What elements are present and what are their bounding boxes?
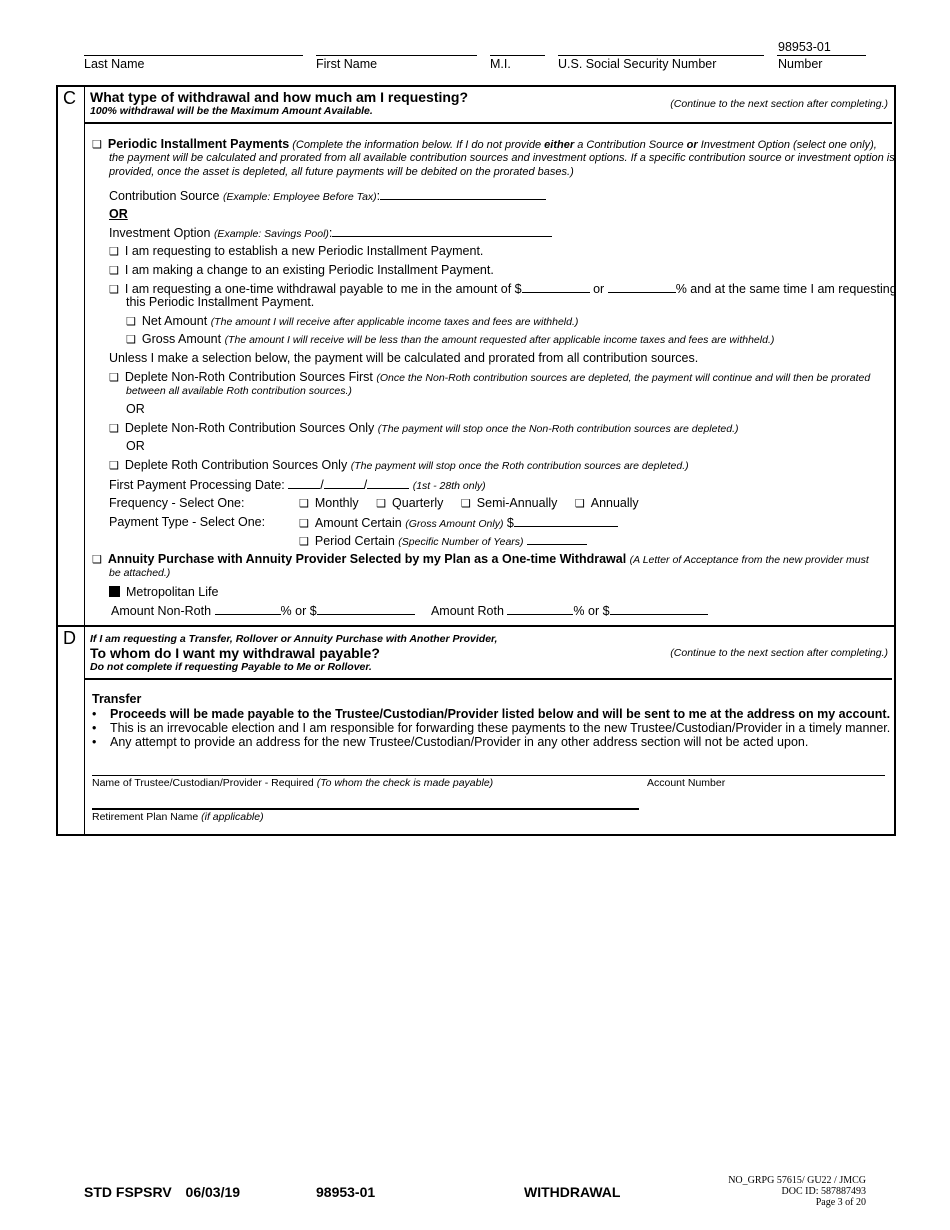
period-certain-note: (Specific Number of Years) <box>398 536 524 548</box>
opt-change-row <box>109 263 494 277</box>
section-c-subtitle: 100% withdrawal will be the Maximum Amount Available. <box>90 105 373 117</box>
footer-date: 06/03/19 <box>185 1184 241 1200</box>
or-label: OR <box>109 207 128 221</box>
amount-nonroth-pct-or: % or $ <box>280 604 317 618</box>
opt-onetime-b: % and at the same time I am requesting <box>675 282 897 296</box>
footer-std <box>84 1184 240 1200</box>
amount-roth-pct-or: % or $ <box>573 604 610 618</box>
freq-monthly-checkbox[interactable]: ❑ <box>299 498 309 510</box>
pip-row <box>92 137 877 151</box>
opt-onetime-a: I am requesting a one-time withdrawal payable to me in the amount of $ <box>124 282 522 296</box>
deplete-nonroth-first-row <box>109 370 870 384</box>
plan-name-row <box>92 811 264 823</box>
deplete-roth-only-checkbox[interactable]: ❑ <box>109 460 119 472</box>
deplete-nonroth-only-note: (The payment will stop once the Non-Roth contribution sources are depleted.) <box>377 423 739 435</box>
section-d-header-rule <box>85 678 892 680</box>
number-label: Number <box>778 57 823 71</box>
pip-title: Periodic Installment Payments <box>107 137 290 151</box>
deplete-roth-only-row <box>109 458 689 472</box>
bullet-2-text: This is an irrevocable election and I am responsible for forwarding these payments to the new Trustee/Custodian/Provider in a timely manner. <box>110 721 891 735</box>
ssn-label: U.S. Social Security Number <box>558 57 717 71</box>
amount-certain-checkbox[interactable]: ❑ <box>299 518 309 530</box>
amount-certain-row <box>299 515 618 530</box>
section-c-continue-note: (Continue to the next section after completing.) <box>670 98 888 110</box>
pip-desc-either: either <box>544 139 575 151</box>
pip-checkbox[interactable]: ❑ <box>92 139 102 151</box>
period-certain-field[interactable] <box>527 533 587 545</box>
mi-label: M.I. <box>490 57 511 71</box>
opt-onetime-checkbox[interactable]: ❑ <box>109 284 119 296</box>
footer-type: WITHDRAWAL <box>524 1184 621 1200</box>
amounts-row <box>111 603 708 618</box>
freq-annually-checkbox[interactable]: ❑ <box>574 498 585 510</box>
deplete-nonroth-only-label: Deplete Non-Roth Contribution Sources Only <box>124 421 375 435</box>
amount-certain-dollar: $ <box>506 516 514 530</box>
last-name-line[interactable] <box>84 55 303 56</box>
section-c-letter: C <box>63 88 76 108</box>
freq-semi-label: Semi-Annually <box>476 496 558 510</box>
number-line <box>777 55 866 56</box>
footer-form: 98953-01 <box>316 1184 376 1200</box>
section-d-letter-divider <box>84 627 85 834</box>
amount-nonroth-label: Amount Non-Roth <box>111 604 212 618</box>
ssn-line[interactable] <box>558 55 764 56</box>
bullet-1 <box>92 707 890 721</box>
plan-name-note: (if applicable) <box>201 811 264 823</box>
frequency-label: Frequency - Select One: <box>109 496 245 510</box>
first-payment-month[interactable] <box>288 477 320 489</box>
amount-certain-note: (Gross Amount Only) <box>405 518 504 530</box>
opt-new-label: I am requesting to establish a new Periodic Installment Payment. <box>124 244 484 258</box>
gross-amount-label: Gross Amount <box>141 332 222 346</box>
bullet-3-text: Any attempt to provide an address for the new Trustee/Custodian/Provider in any other address section will not be acted upon. <box>110 735 809 749</box>
first-payment-row: First Payment Processing Date: / / (1st - 28th only) <box>109 478 486 492</box>
bullet-3 <box>92 735 808 749</box>
gross-amount-note: (The amount I will receive will be less than the amount requested after applicable income taxes and fees are withheld.) <box>224 334 775 346</box>
pip-desc-1: (Complete the information below. If I do not provide <box>292 139 545 151</box>
bullet-1-dot: • <box>92 707 97 721</box>
investment-option-label: Investment Option <box>109 226 211 240</box>
metlife-label: Metropolitan Life <box>126 585 219 599</box>
freq-monthly-label: Monthly <box>314 496 359 510</box>
annuity-note: (A Letter of Acceptance from the new provider must <box>629 554 869 566</box>
gross-amount-row <box>126 332 774 346</box>
deplete-nonroth-first-note2: between all available Roth contribution sources.) <box>126 385 352 397</box>
pip-desc-or: or <box>686 139 698 151</box>
first-payment-year[interactable] <box>367 477 409 489</box>
section-d-letter: D <box>63 628 76 648</box>
gross-amount-checkbox[interactable]: ❑ <box>126 334 136 346</box>
deplete-nonroth-first-label: Deplete Non-Roth Contribution Sources First <box>124 370 373 384</box>
opt-new-checkbox[interactable]: ❑ <box>109 246 119 258</box>
section-d-title: To whom do I want my withdrawal payable? <box>90 645 380 661</box>
footer-std-code: STD FSPSRV <box>84 1184 172 1200</box>
pip-desc-line2: the payment will be calculated and prorated from all available contribution sources and investment options. If a specific contribution source or investment option is <box>109 152 895 164</box>
plan-name-label: Retirement Plan Name <box>92 811 199 823</box>
plan-name-line[interactable] <box>92 808 639 810</box>
transfer-heading: Transfer <box>92 692 142 706</box>
footer-right-block <box>728 1175 866 1208</box>
amount-certain-label: Amount Certain <box>314 516 402 530</box>
section-c-header-rule <box>85 122 892 124</box>
investment-option-example: (Example: Savings Pool) <box>213 228 329 240</box>
contribution-source-example: (Example: Employee Before Tax) <box>222 191 377 203</box>
amount-certain-field[interactable] <box>514 515 618 527</box>
net-amount-checkbox[interactable]: ❑ <box>126 316 136 328</box>
section-d-sub-title: Do not complete if requesting Payable to Me or Rollover. <box>90 661 372 673</box>
or-plain-2: OR <box>126 439 145 453</box>
opt-onetime-row <box>109 281 897 296</box>
bullet-1-text: Proceeds will be made payable to the Trustee/Custodian/Provider listed below and will be sent to me at the address on my account. <box>110 707 891 721</box>
last-name-label: Last Name <box>84 57 145 71</box>
amount-roth-dollar-field[interactable] <box>610 603 708 615</box>
pip-desc-line3: provided, once the asset is depleted, all future payments will be debited on the prorated bases.) <box>109 166 574 178</box>
trustee-label: Name of Trustee/Custodian/Provider - Required <box>92 777 314 789</box>
account-number-label: Account Number <box>647 777 726 789</box>
section-c-title: What type of withdrawal and how much am I requesting? <box>90 89 469 105</box>
first-name-label: First Name <box>316 57 378 71</box>
opt-onetime-line2: this Periodic Installment Payment. <box>126 295 315 309</box>
footer-grpg: NO_GRPG 57615/ GU22 / JMCG <box>728 1175 866 1186</box>
period-certain-label: Period Certain <box>314 534 395 548</box>
first-payment-label: First Payment Processing Date: <box>109 478 285 492</box>
deplete-nonroth-first-checkbox[interactable]: ❑ <box>109 372 119 384</box>
annuity-checkbox[interactable]: ❑ <box>92 554 102 566</box>
period-certain-row <box>299 533 587 548</box>
trustee-label-row <box>92 777 493 789</box>
deplete-roth-only-label: Deplete Roth Contribution Sources Only <box>124 458 348 472</box>
payment-type-label: Payment Type - Select One: <box>109 515 266 529</box>
net-amount-label: Net Amount <box>141 314 208 328</box>
pip-desc-3: Investment Option (select one only), <box>697 139 877 151</box>
period-certain-checkbox[interactable]: ❑ <box>299 536 309 548</box>
freq-annually-label: Annually <box>590 496 639 510</box>
deplete-nonroth-only-row <box>109 421 739 435</box>
footer-doc-id: DOC ID: 587887493 <box>781 1186 866 1197</box>
opt-change-checkbox[interactable]: ❑ <box>109 265 119 277</box>
annuity-title: Annuity Purchase with Annuity Provider Selected by my Plan as a One-time Withdrawal <box>107 552 627 566</box>
mi-line[interactable] <box>490 55 545 56</box>
investment-option-field[interactable] <box>332 225 552 237</box>
footer-page: Page 3 of 20 <box>815 1197 866 1208</box>
annuity-row <box>92 552 869 566</box>
first-name-line[interactable] <box>316 55 477 56</box>
annuity-note2: be attached.) <box>109 567 171 579</box>
onetime-percent-field[interactable] <box>608 281 676 293</box>
first-payment-day[interactable] <box>324 477 364 489</box>
bullet-3-dot: • <box>92 735 97 749</box>
deplete-nonroth-only-checkbox[interactable]: ❑ <box>109 423 119 435</box>
opt-change-label: I am making a change to an existing Periodic Installment Payment. <box>124 263 494 277</box>
amount-roth-label: Amount Roth <box>430 604 504 618</box>
freq-quarterly-label: Quarterly <box>392 496 444 510</box>
section-d-continue-note: (Continue to the next section after completing.) <box>670 647 888 659</box>
amount-nonroth-pct-field[interactable] <box>215 603 281 615</box>
pip-desc-2: a Contribution Source <box>574 139 687 151</box>
deplete-roth-only-note: (The payment will stop once the Roth contribution sources are depleted.) <box>350 460 689 472</box>
onetime-amount-field[interactable] <box>522 281 590 293</box>
first-payment-note: (1st - 28th only) <box>412 480 486 492</box>
contribution-source-label: Contribution Source <box>109 189 220 203</box>
amount-nonroth-dollar-field[interactable] <box>317 603 415 615</box>
contribution-source-row: Contribution Source (Example: Employee Before Tax): <box>109 188 546 203</box>
bullet-2 <box>92 721 890 735</box>
form-number-value: 98953-01 <box>778 40 831 54</box>
bullet-2-dot: • <box>92 721 97 735</box>
trustee-name-line[interactable] <box>92 775 885 776</box>
amount-roth-pct-field[interactable] <box>507 603 573 615</box>
deplete-nonroth-first-note: (Once the Non-Roth contribution sources are depleted, the payment will continue and will then be prorated <box>376 372 871 384</box>
net-amount-note: (The amount I will receive after applicable income taxes and fees are withheld.) <box>210 316 579 328</box>
unless-text: Unless I make a selection below, the payment will be calculated and prorated from all contribution sources. <box>109 351 699 365</box>
section-c-letter-divider <box>84 85 85 627</box>
section-d-pre-title: If I am requesting a Transfer, Rollover or Annuity Purchase with Another Provider, <box>90 633 498 645</box>
frequency-options <box>299 496 639 510</box>
freq-quarterly-checkbox[interactable]: ❑ <box>376 498 387 510</box>
opt-onetime-or: or <box>593 282 605 296</box>
or-plain-1: OR <box>126 402 145 416</box>
metlife-row <box>109 585 218 599</box>
investment-option-row: Investment Option (Example: Savings Pool): <box>109 225 552 240</box>
trustee-note: (To whom the check is made payable) <box>316 777 494 789</box>
opt-new-row <box>109 244 483 258</box>
net-amount-row <box>126 314 578 328</box>
metlife-checkbox-filled[interactable] <box>109 586 120 597</box>
contribution-source-field[interactable] <box>380 188 546 200</box>
freq-semi-checkbox[interactable]: ❑ <box>460 498 471 510</box>
